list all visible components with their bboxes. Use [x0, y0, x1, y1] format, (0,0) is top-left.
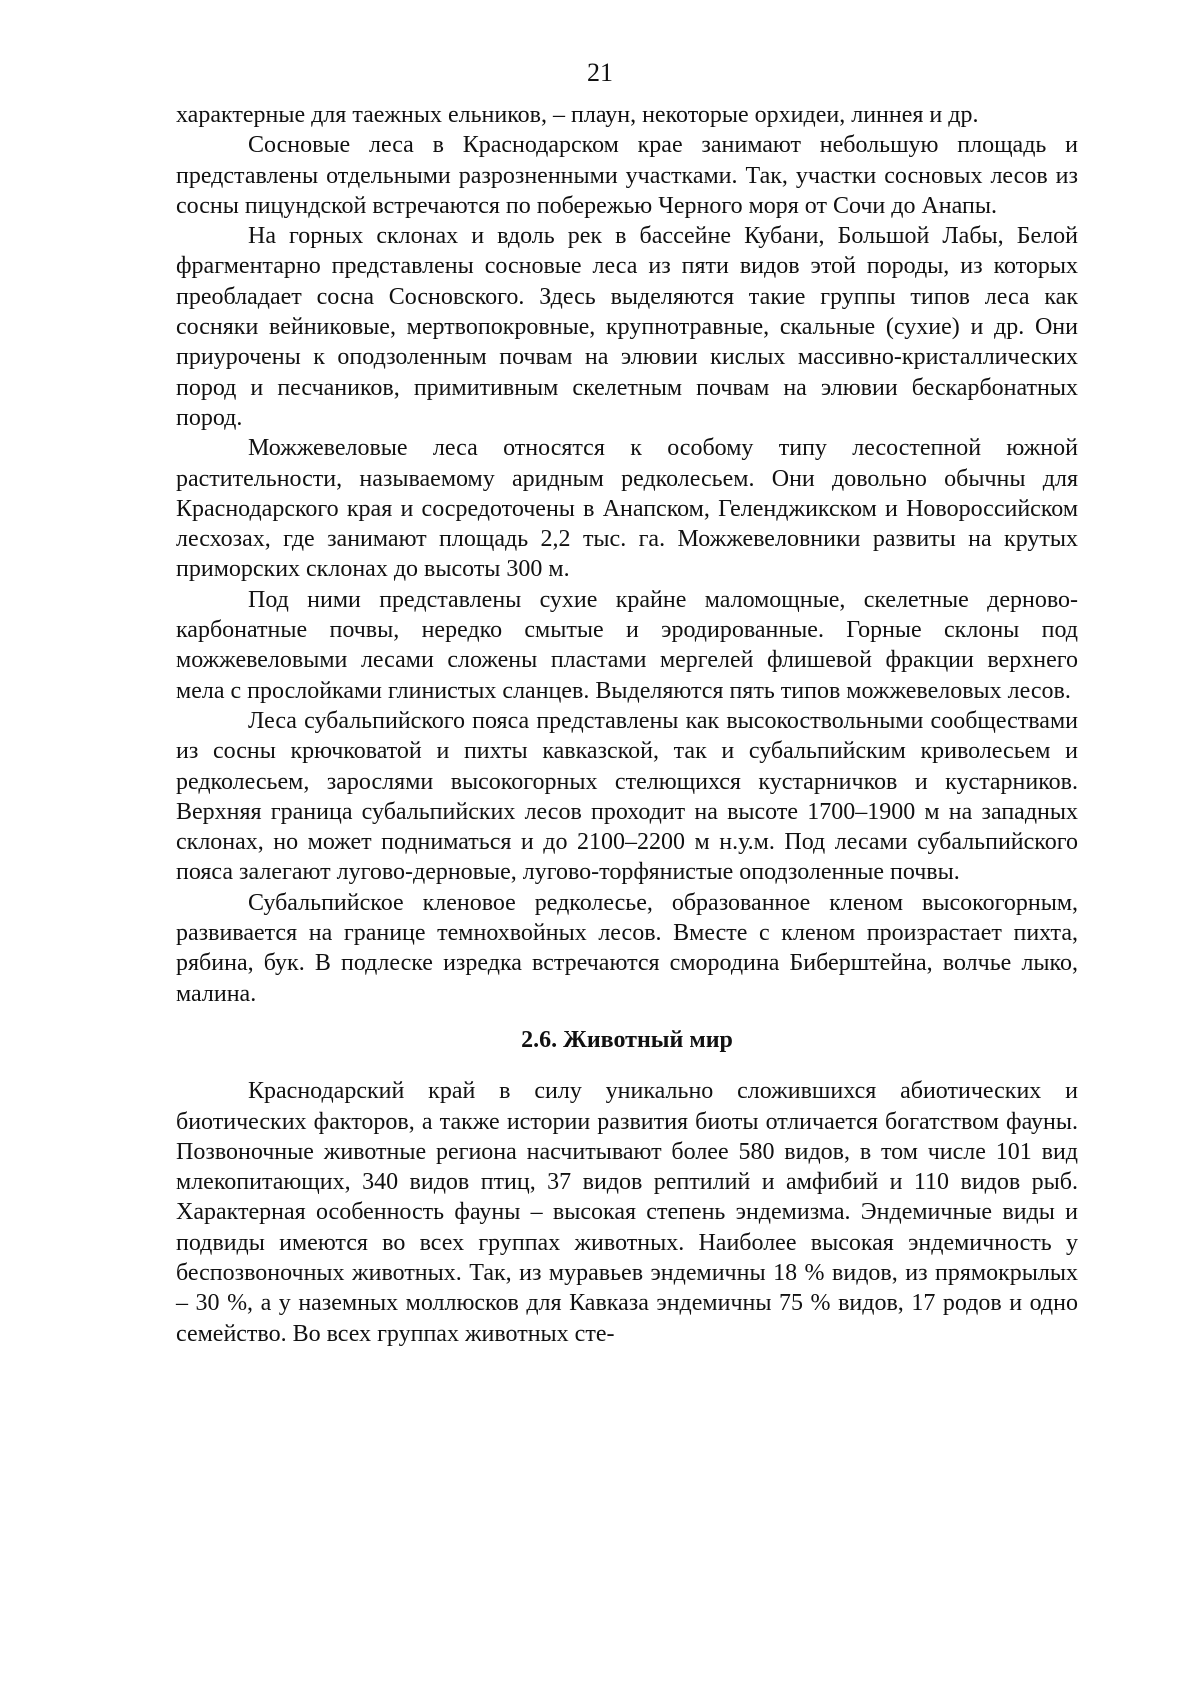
paragraph-continuation: характерные для таежных ельников, – плаун, некоторые орхидеи, линнея и др.: [176, 102, 979, 128]
paragraph-maple-woodland: Субальпийское кленовое редколесье, образованное кленом высокогорным, развивается на границе темнохвойных лесов. Вместе с кленом произрастает пихта, рябина, бук. В подлеске изредка встречаются смородина Биберштейна, волчье лыко, малина.: [176, 889, 1078, 1007]
paragraph-mountain-pine: На горных склонах и вдоль рек в бассейне Кубани, Большой Лабы, Белой фрагментарно представлены сосновые леса из пяти видов этой породы, из которых преобладает сосна Сосновского. Здесь выделяются такие группы типов леса как сосняки вейниковые, мертвопокровные, крупнотравные, скальные (сухие) и др. Они приурочены к оподзоленным почвам на элювии кислых массивно-кристаллических пород и песчаников, примитивным скелетным почвам на элювии бескарбонатных пород.: [176, 223, 1078, 431]
page-number: 21: [587, 58, 613, 87]
paragraph-juniper-forests: Можжевеловые леса относятся к особому типу лесостепной южной растительности, называемому аридным редколесьем. Они довольно обычны для Краснодарского края и сосредоточены в Анапском, Геленджикском и Новороссийском лесхозах, где занимают площадь 2,2 тыс. га. Можжевеловники развиты на крутых приморских склонах до высоты 300 м.: [176, 435, 1078, 583]
paragraph-pine-forests: Сосновые леса в Краснодарском крае занимают небольшую площадь и представлены отдельными разрозненными участками. Так, участки сосновых лесов из сосны пицундской встречаются по побережью Черного моря от Сочи до Анапы.: [176, 132, 1078, 219]
paragraph-subalpine-forests: Леса субальпийского пояса представлены как высокоствольными сообществами из сосны крючковатой и пихты кавказской, так и субальпийским криволесьем и редколесьем, зарослями высокогорных стелющихся кустарничков и кустарников. Верхняя граница субальпийских лесов проходит на высоте 1700–1900 м на западных склонах, но может подниматься и до 2100–2200 м н.у.м. Под лесами субальпийского пояса залегают лугово-дерновые, лугово-торфянистые оподзоленные почвы.: [176, 707, 1078, 886]
paragraph-fauna: Краснодарский край в силу уникально сложившихся абиотических и биотических факторов, а также истории развития биоты отличается богатством фауны. Позвоночные животные региона насчитывают более 580 видов, в том числе 101 вид млекопитающих, 340 видов птиц, 37 видов рептилий и амфибий и 110 видов рыб. Характерная особенность фауны – высокая степень эндемизма. Эндемичные виды и подвиды имеются во всех группах животных. Наиболее высокая эндемичность у беспозвоночных животных. Так, из муравьев эндемичны 18 % видов, из прямокрылых – 30 %, а у наземных моллюсков для Кавказа эндемичны 75 % видов, 17 родов и одно семейство. Во всех группах животных сте-: [176, 1078, 1078, 1347]
paragraph-juniper-soils: Под ними представлены сухие крайне маломощные, скелетные дерново-карбонатные почвы, нередко смытые и эродированные. Горные склоны под можжевеловыми лесами сложены пластами мергелей флишевой фракции верхнего мела с прослойками глинистых сланцев. Выделяются пять типов можжевеловых лесов.: [176, 586, 1078, 704]
section-heading: 2.6. Животный мир: [521, 1026, 733, 1053]
body-text: [176, 100, 1078, 1349]
